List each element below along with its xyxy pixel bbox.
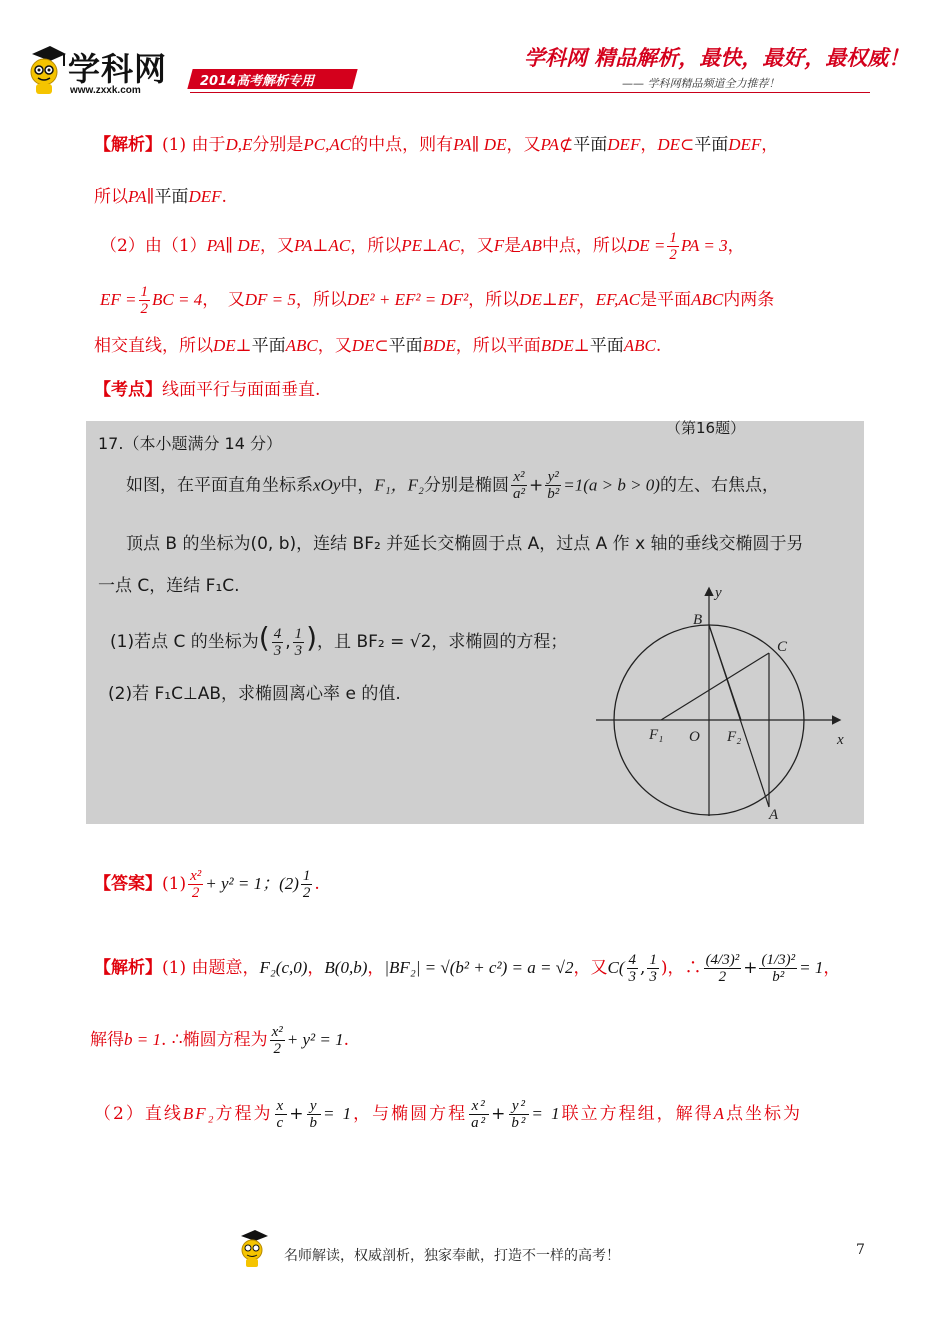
solution-16-paragraph-2 xyxy=(94,185,227,209)
math: DE⊥ xyxy=(213,336,252,355)
math: , xyxy=(640,958,646,978)
text: ，所以平面 xyxy=(455,336,541,356)
text: (1) xyxy=(162,874,187,894)
numerator: (4/3)² xyxy=(705,952,740,968)
text: 方程为 xyxy=(215,1104,273,1124)
math: BDE xyxy=(422,336,456,355)
math: DEF xyxy=(607,135,641,154)
problem-line-3: 一点 C，连结 F₁C. xyxy=(98,576,240,596)
math: BDE⊥ xyxy=(540,336,590,355)
text: 分别是椭圆 xyxy=(423,475,509,496)
problem-line-5: (2)若 F₁C⊥AB，求椭圆离心率 e 的值. xyxy=(108,684,401,704)
text: ，又 xyxy=(259,236,294,256)
solution-16-paragraph-1 xyxy=(94,133,778,157)
denominator: 3 xyxy=(294,642,303,659)
denominator: 2 xyxy=(273,1041,281,1057)
answer-17-line xyxy=(94,868,320,901)
text: 中， xyxy=(340,475,375,496)
text: ， xyxy=(307,958,325,978)
math: |BF₂| = √(b² + c²) = a = √2 xyxy=(384,958,574,977)
ellipse-figure xyxy=(591,581,851,821)
denominator: a² xyxy=(471,1115,488,1131)
numerator: 1 xyxy=(140,284,148,300)
math: = 1 xyxy=(799,958,824,977)
text: 平面 xyxy=(694,135,729,155)
text: 平面 xyxy=(573,135,608,155)
math: ABC xyxy=(691,290,724,309)
math: + xyxy=(289,1104,306,1124)
numerator: y² xyxy=(509,1098,529,1115)
numerator: x² xyxy=(469,1098,489,1115)
kaodian-line xyxy=(94,378,320,402)
denominator: 2 xyxy=(140,301,148,317)
math: BC = 4 xyxy=(152,290,203,309)
fraction xyxy=(275,1098,288,1131)
logo-text: 学科网 xyxy=(68,50,168,88)
denominator: b² xyxy=(772,969,785,985)
denominator: 2 xyxy=(191,885,200,901)
footer-text: 名师解读，权威剖析，独家奉献，打造不一样的高考！ xyxy=(284,1248,620,1264)
math: DE⊂ xyxy=(351,336,389,355)
text: 平面 xyxy=(388,336,423,356)
footer-mascot-icon xyxy=(236,1228,270,1268)
figure-reference: （第16题） xyxy=(666,419,746,437)
text: ， xyxy=(761,135,779,155)
math: ABC xyxy=(285,336,318,355)
text: 是 xyxy=(504,236,522,256)
text: )，∴ xyxy=(660,958,702,978)
text: （2）直线 xyxy=(94,1104,183,1124)
text: （2）由（1） xyxy=(100,236,207,256)
segment-BF2-extension xyxy=(709,625,741,720)
numerator: y² xyxy=(545,469,561,486)
text: ，且 BF₂ = √2，求椭圆的方程； xyxy=(317,632,568,652)
math: B(0,b) xyxy=(324,958,368,977)
text: ， 又 xyxy=(202,290,245,310)
label-x: x xyxy=(837,732,844,748)
math: xOy xyxy=(313,475,341,495)
text: ， xyxy=(823,958,841,978)
fraction xyxy=(511,469,527,502)
text: 内两条 xyxy=(723,290,775,310)
text: ，又 xyxy=(506,135,541,155)
math: F xyxy=(493,236,505,255)
fraction xyxy=(545,469,561,502)
solution-17-paragraph-1 xyxy=(94,952,840,985)
text: . xyxy=(655,336,662,356)
header-slogan: 学科网 精品解析，最快，最好，最权威！ xyxy=(524,46,910,70)
denominator: 3 xyxy=(649,969,657,985)
kaodian-text: 线面平行与面面垂直. xyxy=(162,380,321,400)
fraction xyxy=(647,952,659,985)
denominator: b² xyxy=(511,1115,528,1131)
label-y: y xyxy=(715,585,722,601)
denominator: c xyxy=(276,1115,286,1131)
kaodian-tag: 【考点】 xyxy=(94,380,162,400)
text: 分别是 xyxy=(252,135,304,155)
numerator: x² xyxy=(190,868,202,884)
text: ， xyxy=(640,135,658,155)
answer-tag: 【答案】 xyxy=(94,874,162,894)
solution-16-paragraph-5 xyxy=(94,334,661,358)
text: (1) 由题意， xyxy=(162,958,260,978)
text: ， xyxy=(578,290,596,310)
text: ，所以 xyxy=(295,290,347,310)
math: PC,AC xyxy=(303,135,352,154)
text: . xyxy=(314,874,320,894)
math: DE⊂ xyxy=(657,135,695,154)
header-subslogan: —— 学科网精品频道全力推荐！ xyxy=(622,77,780,90)
problem-line-1 xyxy=(126,469,779,502)
fraction xyxy=(627,952,639,985)
problem-line-4: (1)若点 C 的坐标为( $\frac{4}{3}$ , $\frac{1}{3}$ )，且 BF₂ = √2，求椭圆的方程； xyxy=(110,621,568,659)
math: DE² + EF² = DF² xyxy=(346,290,469,309)
text: 相交直线，所以 xyxy=(94,336,213,356)
text: ，所以 xyxy=(468,290,520,310)
text: 平面 xyxy=(154,187,189,207)
fraction xyxy=(759,952,797,985)
fraction xyxy=(667,230,679,263)
numerator: y xyxy=(307,1098,321,1115)
label-B: B xyxy=(693,612,703,628)
text: (1) 由于 xyxy=(162,135,226,155)
solution-17-paragraph-3 xyxy=(94,1098,802,1131)
text: . ∴椭圆方程为 xyxy=(160,1030,268,1050)
text: 是平面 xyxy=(640,290,692,310)
text: 的中点，则有 xyxy=(351,135,454,155)
text: 中点，所以 xyxy=(541,236,627,256)
text: + xyxy=(528,475,544,496)
math: D,E xyxy=(225,135,253,154)
text: 平面 xyxy=(589,336,624,356)
text: ，又 xyxy=(573,958,608,978)
math: PE⊥AC xyxy=(401,236,460,255)
math: PA = 3 xyxy=(680,236,728,255)
text: 点坐标为 xyxy=(726,1104,803,1124)
text: ，所以 xyxy=(350,236,402,256)
math: BF₂ xyxy=(182,1104,216,1123)
analysis-tag: 【解析】 xyxy=(94,135,162,155)
math: PA⊥AC xyxy=(293,236,351,255)
text: ，又 xyxy=(459,236,494,256)
math: + y² = 1 xyxy=(286,1030,344,1049)
math: DF = 5 xyxy=(244,290,296,309)
math: + y² = 1；(2) xyxy=(205,874,299,893)
header-rule xyxy=(190,92,870,93)
math: PA⊄ xyxy=(540,135,574,154)
problem-line-2: 顶点 B 的坐标为(0, b)，连结 BF₂ 并延长交椭圆于点 A，过点 A 作 x 轴的垂线交椭圆于另 xyxy=(126,534,804,554)
solution-17-paragraph-2 xyxy=(90,1024,349,1057)
math: =1(a > b > 0) xyxy=(563,475,660,495)
segment-F1C xyxy=(661,653,769,720)
denominator: b xyxy=(309,1115,319,1131)
math: C( xyxy=(607,958,625,977)
logo-url: www.zxxk.com xyxy=(70,85,141,96)
math: = 1 xyxy=(531,1104,562,1123)
fraction xyxy=(307,1098,321,1131)
math: PA∥ xyxy=(128,187,155,206)
numerator: x² xyxy=(511,469,527,486)
problem-17-image xyxy=(86,421,864,824)
math: = 1 xyxy=(322,1104,354,1123)
math: F₁，F₂ xyxy=(374,475,424,495)
fraction xyxy=(293,626,305,659)
label-O: O xyxy=(689,729,700,745)
numerator: x² xyxy=(271,1024,283,1040)
text: ， xyxy=(727,236,745,256)
label-F2: F₂ xyxy=(727,729,742,745)
analysis-tag: 【解析】 xyxy=(94,958,162,978)
fraction xyxy=(704,952,742,985)
fraction xyxy=(139,284,151,317)
numerator: (1/3)² xyxy=(761,952,796,968)
text: ，与椭圆方程 xyxy=(353,1104,468,1124)
fraction xyxy=(270,1024,285,1057)
numerator: 1 xyxy=(669,230,677,246)
text: 平面 xyxy=(251,336,286,356)
logo-mascot xyxy=(24,44,68,96)
text: ，又 xyxy=(317,336,352,356)
math: EF = xyxy=(100,290,137,309)
math: PA∥ DE xyxy=(453,135,507,154)
math: DE = xyxy=(626,236,666,255)
math: AB xyxy=(521,236,542,255)
math: DE⊥EF xyxy=(519,290,579,309)
page-number: 7 xyxy=(856,1242,865,1258)
numerator: 1 xyxy=(294,625,303,642)
numerator: x xyxy=(276,1098,286,1114)
math: F₂(c,0) xyxy=(259,958,308,977)
solution-16-paragraph-3 xyxy=(100,230,745,263)
label-A: A xyxy=(769,807,779,821)
denominator: 2 xyxy=(718,969,727,985)
text: 如图，在平面直角坐标系 xyxy=(126,475,313,496)
math: DEF xyxy=(188,187,222,206)
numerator: 1 xyxy=(649,952,657,968)
text: ， xyxy=(367,958,385,978)
fraction xyxy=(469,1098,489,1131)
text: (1)若点 C 的坐标为 xyxy=(110,632,259,652)
text: 解得 xyxy=(90,1030,124,1050)
math: PA∥ DE xyxy=(206,236,260,255)
denominator: 3 xyxy=(628,969,637,985)
math: ABC xyxy=(623,336,656,355)
math: + xyxy=(743,958,758,978)
denominator: a² xyxy=(512,486,525,502)
denominator: 2 xyxy=(302,885,311,901)
numerator: 4 xyxy=(628,952,637,968)
math: EF,AC xyxy=(595,290,641,309)
fraction xyxy=(188,868,203,901)
numerator: 1 xyxy=(302,868,311,884)
math: + xyxy=(491,1104,508,1124)
math: A xyxy=(713,1104,727,1123)
text: . xyxy=(343,1030,350,1050)
math: b = 1 xyxy=(124,1030,161,1049)
solution-16-paragraph-4 xyxy=(100,284,774,317)
label-C: C xyxy=(777,639,788,655)
fraction xyxy=(272,626,284,659)
label-F1: F₁ xyxy=(649,727,664,743)
text: 联立方程组，解得 xyxy=(561,1104,714,1124)
text: . xyxy=(221,187,227,207)
denominator: 3 xyxy=(273,642,282,659)
fraction xyxy=(301,868,313,901)
denominator: b² xyxy=(547,486,560,502)
problem-title: 17.（本小题满分 14 分） xyxy=(98,434,282,453)
text: 的左、右焦点， xyxy=(659,475,779,496)
text: 所以 xyxy=(94,187,128,207)
numerator: 4 xyxy=(273,625,282,642)
fraction xyxy=(509,1098,529,1131)
banner-text: 2014高考解析专用 xyxy=(200,74,315,89)
denominator: 2 xyxy=(669,247,677,263)
math: DEF xyxy=(728,135,762,154)
